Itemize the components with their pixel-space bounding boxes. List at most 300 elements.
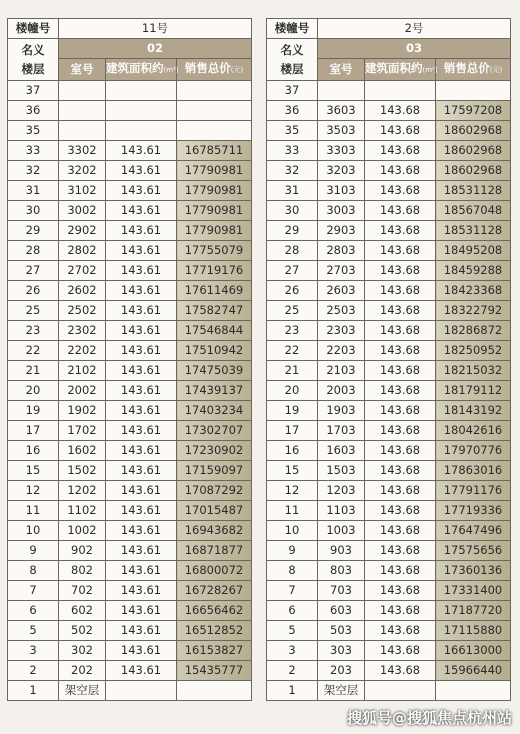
price-table <box>7 18 252 701</box>
price-table-panel-left <box>7 18 252 701</box>
price-cell: 17187720 <box>436 601 511 621</box>
table-row <box>8 161 252 181</box>
floor-cell: 26 <box>8 281 59 301</box>
floor-cell: 32 <box>267 161 318 181</box>
area-cell: 143.68 <box>365 581 436 601</box>
floor-cell: 16 <box>267 441 318 461</box>
area-cell <box>106 101 177 121</box>
table-row <box>8 241 252 261</box>
area-cell: 143.61 <box>106 221 177 241</box>
area-cell: 143.68 <box>365 441 436 461</box>
room-cell: 3103 <box>318 181 365 201</box>
area-cell: 143.61 <box>106 301 177 321</box>
table-row <box>8 601 252 621</box>
price-cell: 17791176 <box>436 481 511 501</box>
area-cell: 143.68 <box>365 481 436 501</box>
table-row <box>267 241 511 261</box>
building-label: 楼幢号 <box>267 19 318 39</box>
floor-cell: 25 <box>267 301 318 321</box>
table-row <box>8 141 252 161</box>
price-cell: 17611469 <box>177 281 252 301</box>
table-row <box>8 521 252 541</box>
table-row <box>267 201 511 221</box>
price-cell: 17790981 <box>177 161 252 181</box>
room-cell: 3302 <box>59 141 106 161</box>
table-row <box>8 221 252 241</box>
area-cell <box>365 681 436 701</box>
price-cell: 17087292 <box>177 481 252 501</box>
area-cell: 143.61 <box>106 141 177 161</box>
table-row <box>267 221 511 241</box>
price-cell: 17970776 <box>436 441 511 461</box>
room-cell: 3503 <box>318 121 365 141</box>
meaning-floor-label: 名义 楼层 <box>267 39 318 81</box>
floor-cell: 1 <box>8 681 59 701</box>
room-cell: 602 <box>59 601 106 621</box>
price-cell: 18602968 <box>436 161 511 181</box>
floor-cell: 30 <box>267 201 318 221</box>
area-cell: 143.61 <box>106 421 177 441</box>
price-cell: 17597208 <box>436 101 511 121</box>
floor-cell: 23 <box>267 321 318 341</box>
table-row <box>8 281 252 301</box>
room-cell: 2203 <box>318 341 365 361</box>
table-row <box>267 641 511 661</box>
area-cell: 143.61 <box>106 661 177 681</box>
table-row <box>8 541 252 561</box>
area-cell: 143.68 <box>365 381 436 401</box>
price-cell: 18179112 <box>436 381 511 401</box>
room-cell: 2102 <box>59 361 106 381</box>
area-cell: 143.61 <box>106 201 177 221</box>
floor-cell: 6 <box>267 601 318 621</box>
table-row-bottom <box>267 681 511 701</box>
room-cell: 703 <box>318 581 365 601</box>
floor-cell: 2 <box>8 661 59 681</box>
area-cell: 143.68 <box>365 361 436 381</box>
watermark: 搜狐号@搜狐焦点杭州站 <box>346 709 512 727</box>
table-row <box>8 341 252 361</box>
price-table-body <box>8 19 252 701</box>
room-cell: 1103 <box>318 501 365 521</box>
floor-cell: 3 <box>8 641 59 661</box>
floor-cell: 16 <box>8 441 59 461</box>
floor-cell: 35 <box>267 121 318 141</box>
price-table-panel-right <box>266 18 511 701</box>
floor-cell: 19 <box>267 401 318 421</box>
table-row <box>267 181 511 201</box>
area-cell: 143.68 <box>365 461 436 481</box>
price-cell: 18531128 <box>436 181 511 201</box>
price-cell: 18286872 <box>436 321 511 341</box>
floor-cell: 11 <box>267 501 318 521</box>
room-cell: 2003 <box>318 381 365 401</box>
floor-cell: 22 <box>267 341 318 361</box>
price-cell: 18459288 <box>436 261 511 281</box>
table-row <box>8 361 252 381</box>
floor-cell: 33 <box>267 141 318 161</box>
table-row <box>267 661 511 681</box>
floor-cell: 31 <box>8 181 59 201</box>
table-row <box>267 601 511 621</box>
area-cell: 143.61 <box>106 241 177 261</box>
floor-cell: 20 <box>267 381 318 401</box>
area-cell: 143.68 <box>365 421 436 441</box>
table-row <box>267 141 511 161</box>
price-cell: 17647496 <box>436 521 511 541</box>
table-row <box>267 81 511 101</box>
price-cell: 18531128 <box>436 221 511 241</box>
table-row <box>267 101 511 121</box>
area-cell: 143.68 <box>365 541 436 561</box>
price-cell: 16728267 <box>177 581 252 601</box>
price-cell: 17546844 <box>177 321 252 341</box>
floor-cell: 17 <box>267 421 318 441</box>
table-row <box>8 481 252 501</box>
floor-cell: 10 <box>267 521 318 541</box>
room-cell: 1503 <box>318 461 365 481</box>
floor-cell: 33 <box>8 141 59 161</box>
stilt-floor-label: 架空层 <box>59 681 106 701</box>
price-cell: 16785711 <box>177 141 252 161</box>
price-cell: 17719336 <box>436 501 511 521</box>
area-cell: 143.61 <box>106 261 177 281</box>
area-cell: 143.61 <box>106 561 177 581</box>
room-cell: 2602 <box>59 281 106 301</box>
price-cell: 17510942 <box>177 341 252 361</box>
table-row <box>267 461 511 481</box>
area-cell: 143.68 <box>365 101 436 121</box>
area-cell: 143.68 <box>365 341 436 361</box>
room-cell: 1002 <box>59 521 106 541</box>
price-cell: 18602968 <box>436 141 511 161</box>
table-row <box>8 581 252 601</box>
room-cell: 3603 <box>318 101 365 121</box>
room-cell: 1003 <box>318 521 365 541</box>
price-cell <box>177 101 252 121</box>
table-row <box>267 381 511 401</box>
room-cell: 903 <box>318 541 365 561</box>
area-cell: 143.68 <box>365 241 436 261</box>
price-cell: 18042616 <box>436 421 511 441</box>
price-cell: 16613000 <box>436 641 511 661</box>
floor-cell: 5 <box>8 621 59 641</box>
area-cell: 143.68 <box>365 201 436 221</box>
area-cell: 143.68 <box>365 661 436 681</box>
table-row <box>8 461 252 481</box>
price-cell: 17302707 <box>177 421 252 441</box>
floor-cell: 20 <box>8 381 59 401</box>
price-cell: 15966440 <box>436 661 511 681</box>
room-cell: 603 <box>318 601 365 621</box>
table-row <box>8 661 252 681</box>
area-cell: 143.68 <box>365 561 436 581</box>
floor-cell: 8 <box>267 561 318 581</box>
area-cell: 143.61 <box>106 361 177 381</box>
floor-cell: 31 <box>267 181 318 201</box>
room-cell: 1902 <box>59 401 106 421</box>
floor-cell: 27 <box>267 261 318 281</box>
table-row <box>8 181 252 201</box>
area-cell <box>106 121 177 141</box>
area-cell <box>106 81 177 101</box>
area-cell: 143.68 <box>365 261 436 281</box>
table-row <box>8 201 252 221</box>
price-cell: 16943682 <box>177 521 252 541</box>
price-cell: 17575656 <box>436 541 511 561</box>
room-cell: 902 <box>59 541 106 561</box>
room-cell: 702 <box>59 581 106 601</box>
floor-cell: 28 <box>8 241 59 261</box>
room-cell: 1703 <box>318 421 365 441</box>
table-row <box>8 561 252 581</box>
table-row <box>8 641 252 661</box>
table-row <box>267 261 511 281</box>
stilt-floor-label: 架空层 <box>318 681 365 701</box>
area-cell: 143.61 <box>106 501 177 521</box>
area-cell: 143.68 <box>365 401 436 421</box>
floor-cell: 6 <box>8 601 59 621</box>
area-cell: 143.68 <box>365 601 436 621</box>
price-column-header: 销售总价(元) <box>436 59 511 81</box>
floor-cell: 17 <box>8 421 59 441</box>
floor-cell: 8 <box>8 561 59 581</box>
area-cell: 143.68 <box>365 501 436 521</box>
room-cell: 3202 <box>59 161 106 181</box>
room-cell: 803 <box>318 561 365 581</box>
table-row <box>267 321 511 341</box>
floor-cell: 21 <box>267 361 318 381</box>
price-cell: 17582747 <box>177 301 252 321</box>
price-table-body <box>267 19 511 701</box>
price-cell: 15435777 <box>177 661 252 681</box>
building-number: 11号 <box>59 19 252 39</box>
area-cell: 143.61 <box>106 401 177 421</box>
floor-cell: 28 <box>267 241 318 261</box>
floor-cell: 5 <box>267 621 318 641</box>
table-row <box>8 401 252 421</box>
floor-cell: 32 <box>8 161 59 181</box>
table-row <box>267 561 511 581</box>
floor-cell: 2 <box>267 661 318 681</box>
table-row <box>8 261 252 281</box>
room-cell: 502 <box>59 621 106 641</box>
price-cell: 17790981 <box>177 201 252 221</box>
room-cell: 2702 <box>59 261 106 281</box>
room-cell: 1702 <box>59 421 106 441</box>
price-cell <box>177 81 252 101</box>
area-cell: 143.61 <box>106 281 177 301</box>
room-cell: 503 <box>318 621 365 641</box>
price-cell: 16153827 <box>177 641 252 661</box>
price-cell <box>177 121 252 141</box>
floor-cell: 35 <box>8 121 59 141</box>
price-table <box>266 18 511 701</box>
room-cell: 1903 <box>318 401 365 421</box>
room-cell: 3303 <box>318 141 365 161</box>
room-cell: 2202 <box>59 341 106 361</box>
room-cell: 2103 <box>318 361 365 381</box>
price-cell: 16871877 <box>177 541 252 561</box>
area-cell: 143.68 <box>365 281 436 301</box>
area-cell: 143.61 <box>106 521 177 541</box>
price-cell: 17475039 <box>177 361 252 381</box>
table-row <box>267 521 511 541</box>
area-cell: 143.61 <box>106 601 177 621</box>
table-row <box>267 441 511 461</box>
price-cell: 18215032 <box>436 361 511 381</box>
room-cell: 2503 <box>318 301 365 321</box>
price-cell: 17719176 <box>177 261 252 281</box>
floor-cell: 25 <box>8 301 59 321</box>
table-row <box>267 281 511 301</box>
room-cell: 1102 <box>59 501 106 521</box>
floor-cell: 10 <box>8 521 59 541</box>
unit-number: 02 <box>59 39 252 59</box>
room-cell: 1602 <box>59 441 106 461</box>
room-cell: 3102 <box>59 181 106 201</box>
area-cell: 143.68 <box>365 141 436 161</box>
floor-cell: 22 <box>8 341 59 361</box>
table-row <box>267 401 511 421</box>
area-cell: 143.61 <box>106 461 177 481</box>
room-cell <box>59 121 106 141</box>
floor-cell: 29 <box>8 221 59 241</box>
room-cell: 203 <box>318 661 365 681</box>
room-cell: 2502 <box>59 301 106 321</box>
room-cell: 802 <box>59 561 106 581</box>
area-cell: 143.68 <box>365 221 436 241</box>
area-cell: 143.61 <box>106 321 177 341</box>
meaning-floor-label: 名义 楼层 <box>8 39 59 81</box>
area-cell: 143.68 <box>365 621 436 641</box>
price-column-header: 销售总价(元) <box>177 59 252 81</box>
floor-cell: 30 <box>8 201 59 221</box>
price-cell: 17403234 <box>177 401 252 421</box>
price-cell <box>436 81 511 101</box>
room-cell: 2002 <box>59 381 106 401</box>
area-cell: 143.68 <box>365 521 436 541</box>
room-cell: 2303 <box>318 321 365 341</box>
price-cell: 16512852 <box>177 621 252 641</box>
area-cell: 143.61 <box>106 541 177 561</box>
table-row <box>267 541 511 561</box>
price-cell: 17331400 <box>436 581 511 601</box>
area-cell: 143.68 <box>365 321 436 341</box>
table-row <box>267 301 511 321</box>
room-cell: 2803 <box>318 241 365 261</box>
room-column-header: 室号 <box>59 59 106 81</box>
floor-cell: 36 <box>8 101 59 121</box>
room-cell: 302 <box>59 641 106 661</box>
room-cell: 3203 <box>318 161 365 181</box>
unit-number: 03 <box>318 39 511 59</box>
price-cell: 17755079 <box>177 241 252 261</box>
area-cell <box>365 81 436 101</box>
table-row <box>267 481 511 501</box>
room-cell: 1202 <box>59 481 106 501</box>
price-cell <box>436 681 511 701</box>
area-cell: 143.61 <box>106 621 177 641</box>
area-cell: 143.68 <box>365 301 436 321</box>
room-cell: 202 <box>59 661 106 681</box>
price-cell: 17439137 <box>177 381 252 401</box>
floor-cell: 9 <box>267 541 318 561</box>
price-cell: 17159097 <box>177 461 252 481</box>
table-row <box>267 121 511 141</box>
area-cell: 143.68 <box>365 121 436 141</box>
price-cell: 18495208 <box>436 241 511 261</box>
floor-cell: 36 <box>267 101 318 121</box>
room-cell: 1502 <box>59 461 106 481</box>
area-cell: 143.61 <box>106 381 177 401</box>
room-cell: 2902 <box>59 221 106 241</box>
table-row <box>267 421 511 441</box>
table-row <box>8 81 252 101</box>
table-row <box>8 621 252 641</box>
area-cell: 143.61 <box>106 181 177 201</box>
floor-cell: 23 <box>8 321 59 341</box>
price-cell: 17360136 <box>436 561 511 581</box>
table-row <box>8 441 252 461</box>
room-cell: 3002 <box>59 201 106 221</box>
floor-cell: 12 <box>267 481 318 501</box>
table-row <box>267 361 511 381</box>
table-row <box>8 321 252 341</box>
area-cell: 143.61 <box>106 641 177 661</box>
room-cell: 2302 <box>59 321 106 341</box>
table-row <box>267 341 511 361</box>
room-cell <box>318 81 365 101</box>
area-cell: 143.61 <box>106 161 177 181</box>
room-cell <box>59 101 106 121</box>
area-cell: 143.61 <box>106 341 177 361</box>
area-column-header: 建筑面积约(m²) <box>106 59 177 81</box>
table-row <box>267 581 511 601</box>
table-row <box>8 101 252 121</box>
price-cell: 17230902 <box>177 441 252 461</box>
floor-cell: 15 <box>267 461 318 481</box>
floor-cell: 7 <box>267 581 318 601</box>
price-cell: 18322792 <box>436 301 511 321</box>
room-cell: 2603 <box>318 281 365 301</box>
area-cell: 143.61 <box>106 441 177 461</box>
table-row <box>8 501 252 521</box>
price-cell <box>177 681 252 701</box>
table-row <box>267 161 511 181</box>
price-cell: 18567048 <box>436 201 511 221</box>
price-cell: 17863016 <box>436 461 511 481</box>
area-cell <box>106 681 177 701</box>
floor-cell: 15 <box>8 461 59 481</box>
price-cell: 16656462 <box>177 601 252 621</box>
area-column-header: 建筑面积约(m²) <box>365 59 436 81</box>
floor-cell: 37 <box>8 81 59 101</box>
price-cell: 18250952 <box>436 341 511 361</box>
floor-cell: 9 <box>8 541 59 561</box>
price-cell: 17015487 <box>177 501 252 521</box>
price-cell: 17790981 <box>177 181 252 201</box>
room-cell: 2802 <box>59 241 106 261</box>
price-cell: 18423368 <box>436 281 511 301</box>
table-row <box>8 301 252 321</box>
price-cell: 17790981 <box>177 221 252 241</box>
floor-cell: 27 <box>8 261 59 281</box>
table-row-bottom <box>8 681 252 701</box>
room-column-header: 室号 <box>318 59 365 81</box>
price-cell: 16800072 <box>177 561 252 581</box>
room-cell <box>59 81 106 101</box>
